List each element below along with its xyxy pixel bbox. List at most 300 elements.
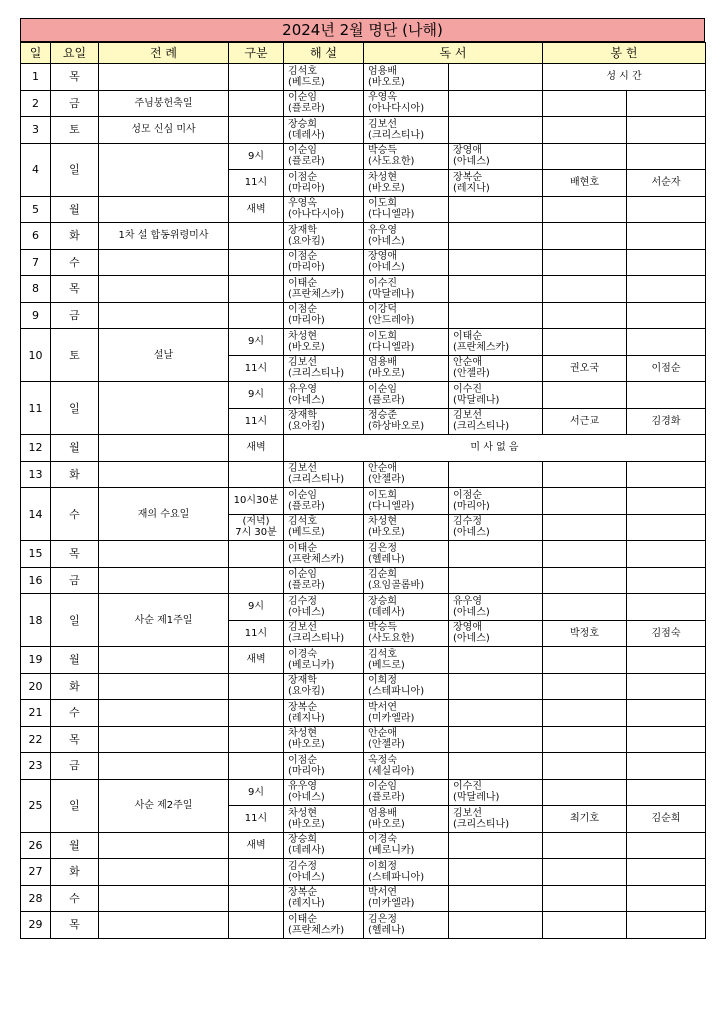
day-cell: 10: [21, 329, 51, 382]
table-row: [21, 859, 706, 886]
weekday-cell: 일: [51, 143, 99, 196]
commentary-cell: 장승희 (데레사): [284, 832, 364, 859]
reading1-cell: 차성현 (바오로): [364, 514, 449, 541]
weekday-cell: 월: [51, 832, 99, 859]
day-cell: 1: [21, 64, 51, 91]
offering2-cell: [627, 779, 706, 806]
weekday-cell: 월: [51, 647, 99, 674]
type-cell: [229, 753, 284, 780]
liturgy-cell: [99, 249, 229, 276]
commentary-cell: 이태순 (프란체스카): [284, 276, 364, 303]
weekday-cell: 월: [51, 435, 99, 462]
commentary-cell: 장재학 (요아킴): [284, 408, 364, 435]
liturgy-cell: [99, 276, 229, 303]
weekday-cell: 수: [51, 488, 99, 541]
reading1-cell: 유우영 (아네스): [364, 223, 449, 250]
liturgy-cell: [99, 143, 229, 196]
day-cell: 18: [21, 594, 51, 647]
reading2-cell: [449, 753, 543, 780]
offering2-cell: [627, 276, 706, 303]
offering2-cell: [627, 461, 706, 488]
day-cell: 26: [21, 832, 51, 859]
liturgy-cell: [99, 885, 229, 912]
liturgy-cell: [99, 302, 229, 329]
reading2-cell: 김보선 (크리스티나): [449, 806, 543, 833]
type-cell: [229, 567, 284, 594]
commentary-cell: 김수정 (아네스): [284, 859, 364, 886]
offering2-cell: [627, 541, 706, 568]
weekday-cell: 일: [51, 779, 99, 832]
reading1-cell: 이도희 (다니엘라): [364, 329, 449, 356]
reading2-cell: [449, 885, 543, 912]
offering1-cell: [543, 276, 627, 303]
day-cell: 16: [21, 567, 51, 594]
reading2-cell: [449, 90, 543, 117]
type-cell: 11시: [229, 806, 284, 833]
reading2-cell: 이수진 (막달레나): [449, 779, 543, 806]
offering1-cell: [543, 832, 627, 859]
offering2-cell: [627, 143, 706, 170]
offering1-cell: 권오국: [543, 355, 627, 382]
offering1-cell: [543, 541, 627, 568]
weekday-cell: 수: [51, 700, 99, 727]
weekday-cell: 목: [51, 541, 99, 568]
roster-table: [20, 42, 706, 939]
offering2-cell: 김순희: [627, 806, 706, 833]
offering1-cell: [543, 514, 627, 541]
roster-sheet: [20, 18, 705, 939]
type-cell: [229, 223, 284, 250]
header-offering: 봉 헌: [543, 43, 706, 64]
reading1-cell: 장영애 (아네스): [364, 249, 449, 276]
table-row: [21, 249, 706, 276]
table-row: [21, 382, 706, 409]
liturgy-cell: [99, 567, 229, 594]
offering2-cell: [627, 832, 706, 859]
reading2-cell: [449, 302, 543, 329]
offering1-cell: [543, 461, 627, 488]
reading2-cell: [449, 249, 543, 276]
liturgy-cell: [99, 673, 229, 700]
reading2-cell: [449, 647, 543, 674]
table-row: [21, 90, 706, 117]
commentary-cell: 차성현 (바오로): [284, 726, 364, 753]
weekday-cell: 토: [51, 117, 99, 144]
table-row: [21, 435, 706, 462]
offering-cell: 성 시 간: [543, 64, 706, 91]
offering2-cell: [627, 673, 706, 700]
weekday-cell: 화: [51, 223, 99, 250]
offering2-cell: [627, 859, 706, 886]
reading2-cell: [449, 700, 543, 727]
weekday-cell: 금: [51, 567, 99, 594]
weekday-cell: 목: [51, 276, 99, 303]
table-row: [21, 117, 706, 144]
type-cell: [229, 90, 284, 117]
type-cell: [229, 700, 284, 727]
reading1-cell: 김순희 (요임골롬바): [364, 567, 449, 594]
offering1-cell: [543, 673, 627, 700]
offering2-cell: [627, 594, 706, 621]
type-cell: 11시: [229, 620, 284, 647]
weekday-cell: 수: [51, 249, 99, 276]
offering1-cell: [543, 117, 627, 144]
table-row: [21, 329, 706, 356]
day-cell: 4: [21, 143, 51, 196]
liturgy-cell: [99, 382, 229, 435]
offering1-cell: 최기호: [543, 806, 627, 833]
day-cell: 6: [21, 223, 51, 250]
offering2-cell: [627, 329, 706, 356]
offering1-cell: [543, 382, 627, 409]
table-row: [21, 912, 706, 939]
offering1-cell: 배현호: [543, 170, 627, 197]
liturgy-cell: [99, 647, 229, 674]
liturgy-cell: [99, 541, 229, 568]
reading1-cell: 이도희 (다니엘라): [364, 488, 449, 515]
offering1-cell: [543, 594, 627, 621]
day-cell: 27: [21, 859, 51, 886]
table-row: [21, 726, 706, 753]
commentary-cell: 장복순 (레지나): [284, 700, 364, 727]
offering2-cell: [627, 700, 706, 727]
type-cell: 새벽: [229, 832, 284, 859]
type-cell: 9시: [229, 143, 284, 170]
offering2-cell: [627, 117, 706, 144]
reading2-cell: [449, 276, 543, 303]
liturgy-cell: [99, 64, 229, 91]
commentary-cell: 차성현 (바오로): [284, 806, 364, 833]
reading1-cell: 이도희 (다니엘라): [364, 196, 449, 223]
liturgy-cell: 재의 수요일: [99, 488, 229, 541]
table-row: [21, 753, 706, 780]
type-cell: 9시: [229, 779, 284, 806]
offering2-cell: [627, 514, 706, 541]
commentary-cell: 김보선 (크리스티나): [284, 461, 364, 488]
offering1-cell: [543, 700, 627, 727]
day-cell: 20: [21, 673, 51, 700]
reading1-cell: 엄용배 (바오로): [364, 64, 449, 91]
reading1-cell: 이강덕 (안드레아): [364, 302, 449, 329]
commentary-cell: 차성현 (바오로): [284, 329, 364, 356]
offering2-cell: [627, 90, 706, 117]
offering2-cell: [627, 912, 706, 939]
commentary-cell: 이점순 (마리아): [284, 249, 364, 276]
offering2-cell: [627, 302, 706, 329]
reading2-cell: [449, 196, 543, 223]
reading1-cell: 박서연 (미카엘라): [364, 885, 449, 912]
weekday-cell: 화: [51, 859, 99, 886]
weekday-cell: 일: [51, 382, 99, 435]
header-liturgy: 전 례: [99, 43, 229, 64]
table-row: [21, 594, 706, 621]
reading1-cell: 엄용배 (바오로): [364, 355, 449, 382]
commentary-cell: 장재학 (요아킴): [284, 223, 364, 250]
day-cell: 25: [21, 779, 51, 832]
reading1-cell: 안순애 (안젤라): [364, 461, 449, 488]
offering2-cell: [627, 488, 706, 515]
reading1-cell: 장승희 (데레사): [364, 594, 449, 621]
day-cell: 14: [21, 488, 51, 541]
liturgy-cell: [99, 859, 229, 886]
liturgy-cell: 설날: [99, 329, 229, 382]
liturgy-cell: 사순 제1주일: [99, 594, 229, 647]
reading2-cell: [449, 64, 543, 91]
type-cell: [229, 117, 284, 144]
type-cell: 10시30분: [229, 488, 284, 515]
day-cell: 9: [21, 302, 51, 329]
commentary-cell: 김석호 (베드로): [284, 514, 364, 541]
table-row: [21, 885, 706, 912]
reading1-cell: 김은정 (헬레나): [364, 912, 449, 939]
offering2-cell: 김점숙: [627, 620, 706, 647]
offering1-cell: [543, 647, 627, 674]
day-cell: 11: [21, 382, 51, 435]
type-cell: 새벽: [229, 435, 284, 462]
offering2-cell: [627, 885, 706, 912]
offering1-cell: [543, 779, 627, 806]
reading1-cell: 옥정숙 (세실리아): [364, 753, 449, 780]
reading2-cell: [449, 726, 543, 753]
type-cell: [229, 64, 284, 91]
reading2-cell: 김수정 (아네스): [449, 514, 543, 541]
day-cell: 3: [21, 117, 51, 144]
day-cell: 28: [21, 885, 51, 912]
reading2-cell: [449, 541, 543, 568]
weekday-cell: 일: [51, 594, 99, 647]
weekday-cell: 금: [51, 753, 99, 780]
weekday-cell: 화: [51, 461, 99, 488]
offering2-cell: [627, 249, 706, 276]
type-cell: (저녁) 7시 30분: [229, 514, 284, 541]
reading1-cell: 이수진 (막달레나): [364, 276, 449, 303]
offering1-cell: 서근교: [543, 408, 627, 435]
commentary-cell: 김보선 (크리스티나): [284, 355, 364, 382]
liturgy-cell: 성모 신심 미사: [99, 117, 229, 144]
commentary-cell: 김석호 (베드로): [284, 64, 364, 91]
reading1-cell: 박서연 (미카엘라): [364, 700, 449, 727]
offering1-cell: [543, 753, 627, 780]
offering1-cell: [543, 302, 627, 329]
table-row: [21, 64, 706, 91]
commentary-cell: 이순임 (플로라): [284, 567, 364, 594]
commentary-cell: 이점순 (마리아): [284, 170, 364, 197]
type-cell: [229, 912, 284, 939]
type-cell: [229, 673, 284, 700]
table-row: [21, 461, 706, 488]
commentary-cell: 이순임 (플로라): [284, 488, 364, 515]
day-cell: 8: [21, 276, 51, 303]
day-cell: 21: [21, 700, 51, 727]
type-cell: [229, 461, 284, 488]
reading1-cell: 안순애 (안젤라): [364, 726, 449, 753]
reading1-cell: 이순임 (플로라): [364, 382, 449, 409]
day-cell: 19: [21, 647, 51, 674]
day-cell: 5: [21, 196, 51, 223]
reading2-cell: 장영애 (아네스): [449, 620, 543, 647]
commentary-cell: 장재학 (요아킴): [284, 673, 364, 700]
reading2-cell: 유우영 (아네스): [449, 594, 543, 621]
offering1-cell: [543, 143, 627, 170]
offering2-cell: [627, 382, 706, 409]
type-cell: 11시: [229, 355, 284, 382]
reading1-cell: 차성현 (바오로): [364, 170, 449, 197]
day-cell: 22: [21, 726, 51, 753]
offering2-cell: [627, 196, 706, 223]
day-cell: 13: [21, 461, 51, 488]
reading2-cell: [449, 117, 543, 144]
roster-body: [21, 64, 706, 939]
reading1-cell: 엄용배 (바오로): [364, 806, 449, 833]
type-cell: 새벽: [229, 196, 284, 223]
commentary-cell: 이태순 (프란체스카): [284, 541, 364, 568]
reading1-cell: 이희정 (스테파니아): [364, 859, 449, 886]
weekday-cell: 목: [51, 64, 99, 91]
table-row: [21, 276, 706, 303]
liturgy-cell: [99, 461, 229, 488]
liturgy-cell: 사순 제2주일: [99, 779, 229, 832]
offering1-cell: [543, 859, 627, 886]
type-cell: 9시: [229, 329, 284, 356]
offering1-cell: [543, 90, 627, 117]
commentary-cell: 이태순 (프란체스카): [284, 912, 364, 939]
reading1-cell: 우영옥 (아나다시아): [364, 90, 449, 117]
commentary-cell: 유우영 (아네스): [284, 779, 364, 806]
type-cell: 새벽: [229, 647, 284, 674]
reading2-cell: [449, 912, 543, 939]
type-cell: 9시: [229, 382, 284, 409]
type-cell: [229, 726, 284, 753]
offering1-cell: [543, 249, 627, 276]
day-cell: 15: [21, 541, 51, 568]
reading2-cell: [449, 461, 543, 488]
reading1-cell: 김보선 (크리스티나): [364, 117, 449, 144]
commentary-cell: 김수정 (아네스): [284, 594, 364, 621]
type-cell: [229, 276, 284, 303]
reading1-cell: 이희정 (스테파니아): [364, 673, 449, 700]
offering2-cell: [627, 753, 706, 780]
header-row: [21, 43, 706, 64]
weekday-cell: 토: [51, 329, 99, 382]
commentary-cell: 김보선 (크리스티나): [284, 620, 364, 647]
day-cell: 2: [21, 90, 51, 117]
reading2-cell: 이수진 (막달레나): [449, 382, 543, 409]
weekday-cell: 금: [51, 90, 99, 117]
offering1-cell: [543, 726, 627, 753]
type-cell: [229, 541, 284, 568]
offering1-cell: [543, 567, 627, 594]
no-mass-cell: 미 사 없 음: [284, 435, 706, 462]
table-row: [21, 700, 706, 727]
reading2-cell: [449, 567, 543, 594]
day-cell: 29: [21, 912, 51, 939]
commentary-cell: 장승희 (데레사): [284, 117, 364, 144]
reading2-cell: 장영애 (아네스): [449, 143, 543, 170]
reading2-cell: 이태순 (프란체스카): [449, 329, 543, 356]
page-title: 2024년 2월 명단 (나해): [20, 18, 705, 42]
weekday-cell: 금: [51, 302, 99, 329]
commentary-cell: 우영옥 (아나다시아): [284, 196, 364, 223]
offering1-cell: [543, 885, 627, 912]
table-row: [21, 488, 706, 515]
reading1-cell: 정승준 (하상바오로): [364, 408, 449, 435]
reading2-cell: [449, 223, 543, 250]
reading1-cell: 이순임 (플로라): [364, 779, 449, 806]
commentary-cell: 이점순 (마리아): [284, 302, 364, 329]
offering1-cell: [543, 488, 627, 515]
liturgy-cell: [99, 726, 229, 753]
weekday-cell: 목: [51, 912, 99, 939]
weekday-cell: 수: [51, 885, 99, 912]
header-commentary: 해 설: [284, 43, 364, 64]
offering1-cell: [543, 329, 627, 356]
commentary-cell: 이점순 (마리아): [284, 753, 364, 780]
reading2-cell: 김보선 (크리스티나): [449, 408, 543, 435]
reading2-cell: 이점순 (마리아): [449, 488, 543, 515]
commentary-cell: 이경숙 (베로니카): [284, 647, 364, 674]
table-row: [21, 647, 706, 674]
offering2-cell: 이점순: [627, 355, 706, 382]
day-cell: 12: [21, 435, 51, 462]
type-cell: [229, 885, 284, 912]
day-cell: 23: [21, 753, 51, 780]
commentary-cell: 이순임 (플로라): [284, 90, 364, 117]
reading2-cell: [449, 859, 543, 886]
reading2-cell: 안순애 (안젤라): [449, 355, 543, 382]
liturgy-cell: [99, 753, 229, 780]
reading1-cell: 김은정 (헬레나): [364, 541, 449, 568]
type-cell: 9시: [229, 594, 284, 621]
commentary-cell: 유우영 (아네스): [284, 382, 364, 409]
weekday-cell: 월: [51, 196, 99, 223]
table-row: [21, 541, 706, 568]
liturgy-cell: 주님봉헌축일: [99, 90, 229, 117]
type-cell: [229, 859, 284, 886]
header-type: 구분: [229, 43, 284, 64]
reading2-cell: [449, 832, 543, 859]
table-row: [21, 302, 706, 329]
liturgy-cell: [99, 196, 229, 223]
weekday-cell: 화: [51, 673, 99, 700]
table-row: [21, 832, 706, 859]
table-row: [21, 779, 706, 806]
offering2-cell: 서순자: [627, 170, 706, 197]
offering1-cell: [543, 912, 627, 939]
reading2-cell: 장복순 (레지나): [449, 170, 543, 197]
offering2-cell: [627, 567, 706, 594]
liturgy-cell: [99, 832, 229, 859]
header-readings: 독 서: [364, 43, 543, 64]
offering2-cell: [627, 647, 706, 674]
offering1-cell: [543, 223, 627, 250]
table-row: [21, 567, 706, 594]
liturgy-cell: [99, 435, 229, 462]
reading1-cell: 박승득 (사도요한): [364, 620, 449, 647]
offering2-cell: 김경화: [627, 408, 706, 435]
header-day: 일: [21, 43, 51, 64]
day-cell: 7: [21, 249, 51, 276]
type-cell: [229, 302, 284, 329]
offering1-cell: [543, 196, 627, 223]
reading1-cell: 김석호 (베드로): [364, 647, 449, 674]
commentary-cell: 이순임 (플로라): [284, 143, 364, 170]
offering2-cell: [627, 726, 706, 753]
commentary-cell: 장복순 (레지나): [284, 885, 364, 912]
reading1-cell: 이경숙 (베로니카): [364, 832, 449, 859]
weekday-cell: 목: [51, 726, 99, 753]
offering2-cell: [627, 223, 706, 250]
table-row: [21, 196, 706, 223]
